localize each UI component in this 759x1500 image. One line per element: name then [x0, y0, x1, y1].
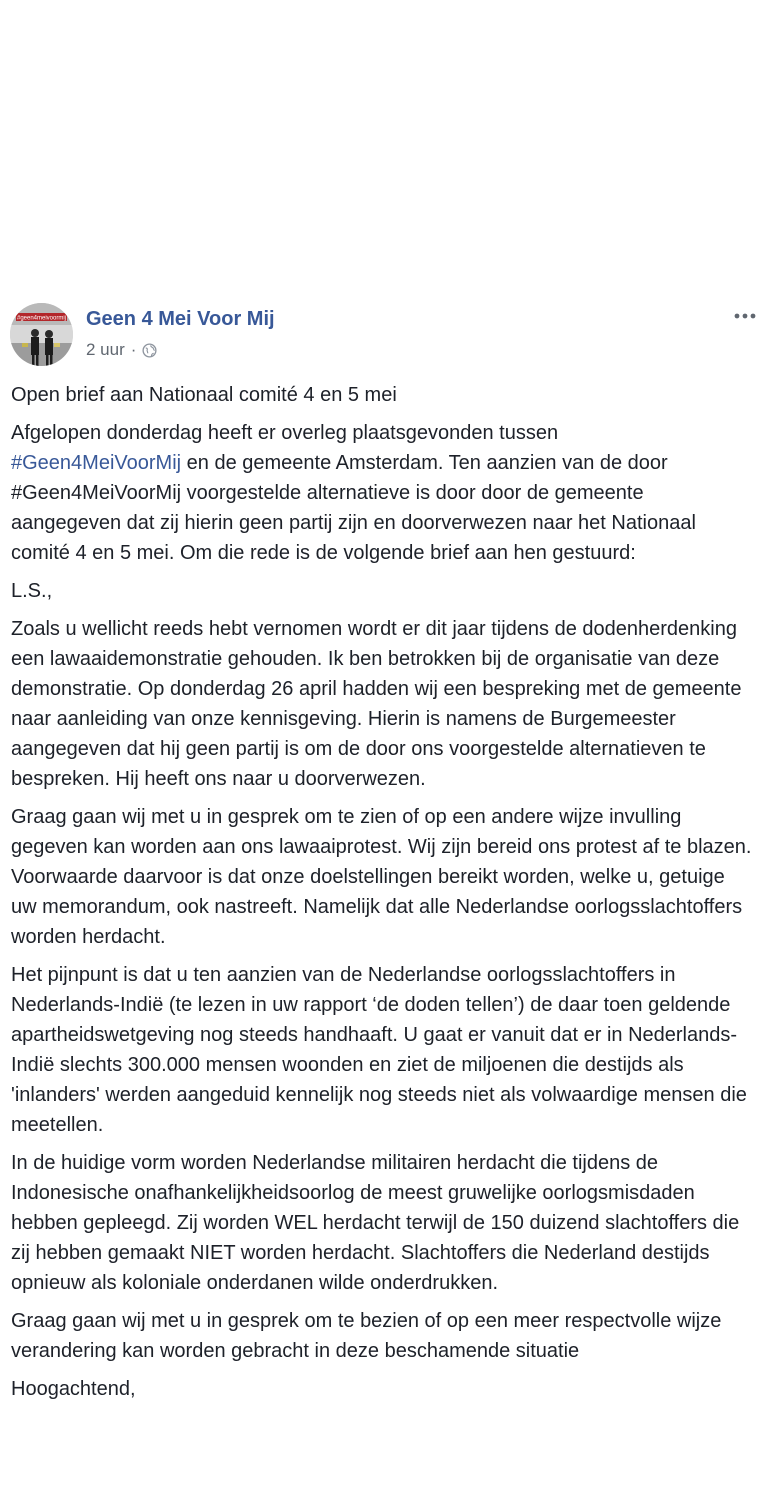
post-body — [11, 380, 753, 1412]
page-avatar-icon — [10, 303, 73, 366]
feed-post — [0, 300, 759, 1400]
letter-paragraph-2: Graag gaan wij met u in gesprek om te zien of op een andere wijze invulling gegeven kan worden aan ons lawaaiprotest. Wij zijn bereid ons protest af te blazen. Voorwaarde daarvoor is dat onze doelstellingen bereikt worden, welke u, getuige uw memorandum, ook nastreeft. Namelijk dat alle Nederlandse oorlogsslachtoffers worden herdacht. — [11, 806, 752, 948]
meta-separator: · — [130, 340, 137, 359]
intro-text-after: en de gemeente Amsterdam. Ten aanzien van de door #Geen4MeiVoorMij voorgestelde alternatieve is door door de gemeente aangegeven dat zij hierin geen partij zijn en doorverwezen naar het Nationaal comité 4 en 5 mei. Om die rede is de volgende brief aan hen gestuurd: — [11, 452, 696, 564]
post-intro — [11, 418, 753, 568]
letter-paragraph-3: Het pijnpunt is dat u ten aanzien van de Nederlandse oorlogsslachtoffers in Nederlands-Indië (te lezen in uw rapport ‘de doden tellen’) de daar toen geldende apartheidswetgeving nog steeds handhaaft. U gaat er vanuit dat er in Nederlands-Indië slechts 300.000 mensen woonden en ziet de miljoenen die destijds als 'inlanders' werden aangeduid kennelijk nog steeds niet als volwaardige mensen die meetellen. — [11, 964, 747, 1136]
more-options-button[interactable] — [732, 302, 758, 324]
letter-paragraph-5: Graag gaan wij met u in gesprek om te bezien of op een meer respectvolle wijze verandering kan worden gebracht in deze beschamende situatie — [11, 1310, 722, 1362]
page-name-link[interactable]: Geen 4 Mei Voor Mij — [86, 308, 275, 330]
letter-salutation: L.S., — [11, 580, 53, 602]
post-timestamp[interactable]: 2 uur — [86, 340, 125, 359]
letter-paragraph-4: In de huidige vorm worden Nederlandse militairen herdacht die tijdens de Indonesische onafhankelijkheidsoorlog de meest gruwelijke oorlogsmisdaden hebben gepleegd. Zij worden WEL herdacht terwijl de 150 duizend slachtoffers die zij hebben gemaakt NIET worden herdacht. Slachtoffers die Nederland destijds opnieuw als koloniale onderdanen wilde onderdrukken. — [11, 1152, 740, 1294]
post-title-line: Open brief aan Nationaal comité 4 en 5 mei — [11, 384, 397, 406]
avatar-banner-text: #geen4meivoormij — [16, 315, 67, 322]
globe-icon[interactable] — [142, 343, 157, 358]
letter-closing: Hoogachtend, — [11, 1378, 136, 1400]
post-header — [0, 300, 759, 372]
letter-paragraph-1: Zoals u wellicht reeds hebt vernomen wordt er dit jaar tijdens de dodenherdenking een lawaaidemonstratie gehouden. Ik ben betrokken bij de organisatie van deze demonstratie. Op donderdag 26 april hadden wij een bespreking met de gemeente naar aanleiding van onze kennisgeving. Hierin is namens de Burgemeester aangegeven dat hij geen partij is om de door ons voorgestelde alternatieven te bespreken. Hij heeft ons naar u doorverwezen. — [11, 618, 742, 790]
more-options-icon — [732, 302, 758, 324]
hashtag-link[interactable]: #Geen4MeiVoorMij — [11, 452, 182, 474]
post-meta — [86, 340, 157, 360]
intro-text-before: Afgelopen donderdag heeft er overleg plaatsgevonden tussen — [11, 422, 559, 444]
page-avatar[interactable] — [10, 303, 73, 366]
